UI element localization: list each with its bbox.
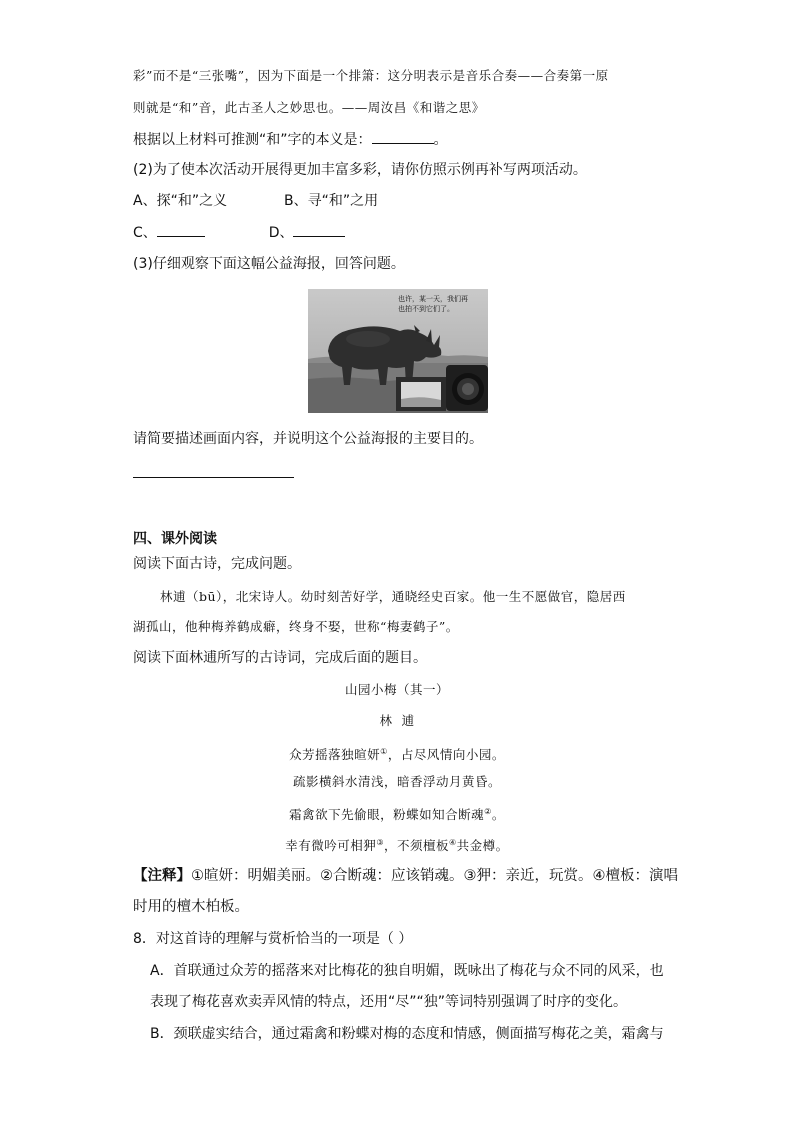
- options-row-2: [133, 222, 345, 243]
- poster-illustration: [308, 289, 488, 413]
- answer-blank[interactable]: [372, 129, 434, 144]
- option-8a-line-2: 表现了梅花喜欢卖弄风情的特点，还用“尽”“独”等词特别强调了时序的变化。: [150, 994, 628, 1010]
- option-8b-line-1: B．颈联虚实结合，通过霜禽和粉蝶对梅的态度和情感，侧面描写梅花之美，霜禽与: [150, 1026, 664, 1042]
- poem-line-2: 疏影横斜水清浅，暗香浮动月黄昏。: [292, 774, 501, 789]
- poem-author: 林 逋: [379, 713, 415, 728]
- option-a: A、探“和”之义: [133, 193, 228, 209]
- poem-line-4: [0, 833, 794, 856]
- section-4-heading: 四、课外阅读: [133, 531, 217, 547]
- poem-line-4b: ，不须檀板: [383, 838, 449, 854]
- poster-caption-1: 也许，某一天，我们再: [398, 295, 468, 303]
- poem-line-1a: 众芳摇落独暄妍: [289, 747, 381, 763]
- poem-line-1: [0, 742, 794, 765]
- notes-line-2: 时用的檀木柏板。: [133, 899, 249, 915]
- bio-line-2: 湖孤山，他种梅养鹤成癖，终身不娶，世称“梅妻鹤子”。: [133, 619, 459, 634]
- question-1: [133, 129, 448, 150]
- bio-line-1: 林逋（bū），北宋诗人。幼时刻苦好学，通晓经史百家。他一生不愿做官，隐居西: [160, 589, 626, 604]
- answer-blank[interactable]: [157, 222, 205, 237]
- quote-line-1: 彩”而不是“三张嘴”，因为下面是一个排箫：这分明表示是音乐合奏——合奏第一原: [133, 68, 609, 83]
- quote-line-2: 则就是“和”音，此古圣人之妙思也。——周汝昌《和谐之思》: [133, 100, 485, 115]
- notes-text-1: ①暄妍：明媚美丽。②合断魂：应该销魂。③狎：亲近，玩赏。④檀板：演唱: [191, 868, 678, 884]
- question-3: (3)仔细观察下面这幅公益海报，回答问题。: [133, 256, 405, 272]
- question-1-end: 。: [433, 132, 448, 148]
- note-ref-2: ②: [484, 807, 492, 816]
- notes-label: 【注释】: [133, 868, 191, 884]
- question-2: (2)为了使本次活动开展得更加丰富多彩，请你仿照示例再补写两项活动。: [133, 162, 587, 178]
- question-1-text: 根据以上材料可推测“和”字的本义是：: [133, 132, 372, 148]
- answer-blank[interactable]: [293, 222, 345, 237]
- option-d: D、: [268, 225, 294, 241]
- option-b: B、寻“和”之用: [284, 193, 379, 209]
- option-8a-line-1: A．首联通过众芳的摇落来对比梅花的独自明媚，既咏出了梅花与众不同的风采，也: [150, 963, 664, 979]
- poem-title: 山园小梅（其一）: [344, 682, 449, 697]
- option-c: C、: [133, 225, 157, 241]
- note-ref-3: ③: [376, 838, 384, 847]
- question-8-stem: 8．对这首诗的理解与赏析恰当的一项是（ ）: [133, 931, 413, 947]
- poem-line-4a: 幸有微吟可相狎: [285, 838, 377, 854]
- options-row-1: [133, 191, 378, 211]
- section-4-instruction: 阅读下面古诗，完成问题。: [133, 556, 301, 572]
- notes-line-1: [133, 866, 678, 886]
- question-3-prompt: 请简要描述画面内容，并说明这个公益海报的主要目的。: [133, 431, 483, 447]
- note-ref-1: ①: [380, 747, 388, 756]
- poem-line-3b: 。: [491, 807, 505, 823]
- poem-line-4c: 共金樽。: [456, 838, 509, 854]
- note-ref-4: ④: [449, 838, 457, 847]
- answer-line[interactable]: [133, 477, 294, 478]
- section-4-instruction-2: 阅读下面林逋所写的古诗词，完成后面的题目。: [133, 650, 427, 666]
- poster-caption-2: 也拍不到它们了。: [398, 305, 454, 313]
- poem-line-3: [0, 802, 794, 825]
- poem-line-1b: ，占尽风情向小园。: [387, 747, 505, 763]
- poem-line-3a: 霜禽欲下先偷眼，粉蝶如知合断魂: [289, 807, 485, 823]
- rhino-poster-image: [308, 289, 488, 413]
